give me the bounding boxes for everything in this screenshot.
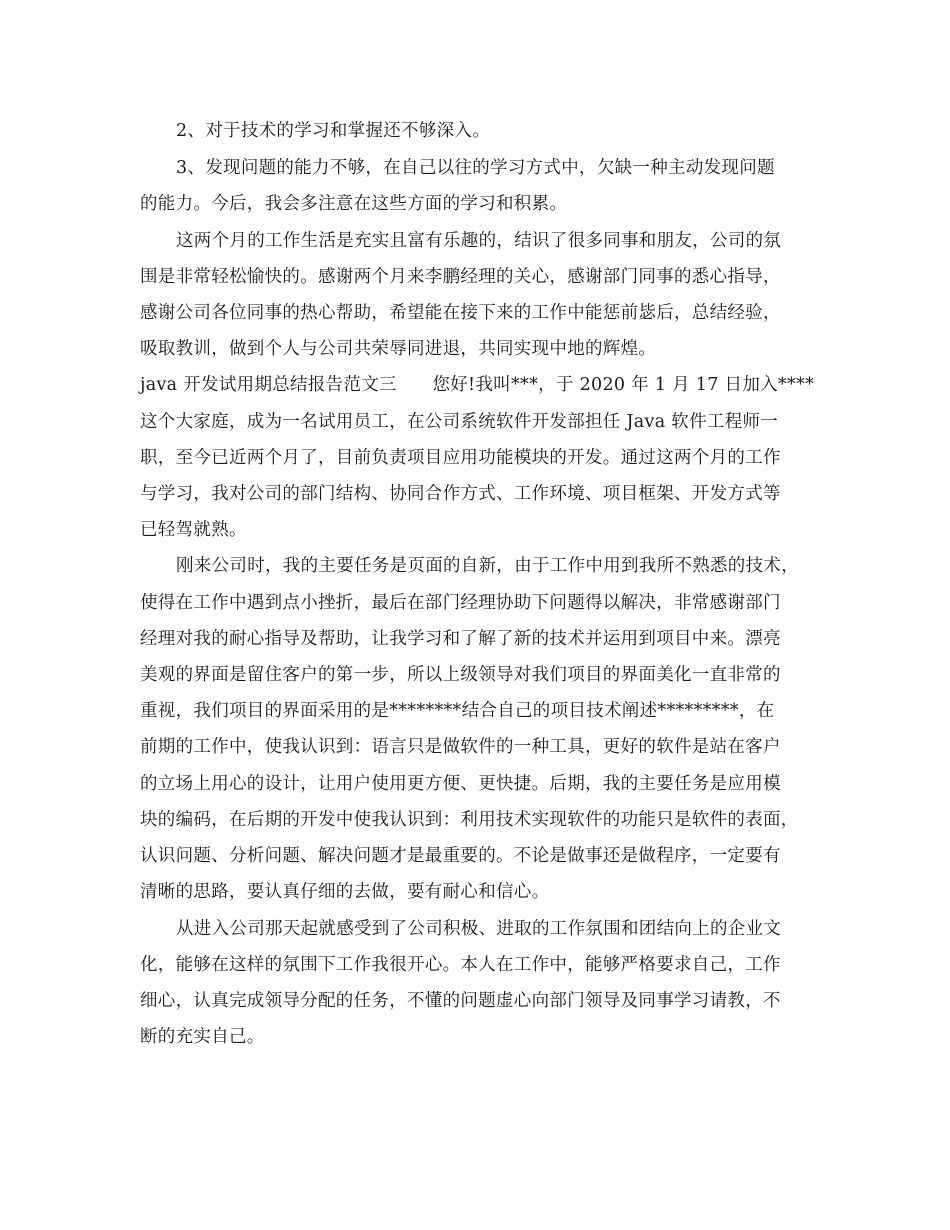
text-line: 从进入公司那天起就感受到了公司积极、进取的工作氛围和团结向上的企业文 [176, 919, 782, 939]
text-line: 2、对于技术的学习和掌握还不够深入。 [176, 121, 491, 141]
text-line: 前期的工作中，使我认识到：语言只是做软件的一种工具，更好的软件是站在客户 [140, 737, 781, 757]
text-line: 的立场上用心的设计，让用户使用更方便、更快捷。后期，我的主要任务是应用模 [140, 774, 781, 794]
text-line: 细心，认真完成领导分配的任务，不懂的问题虚心向部门领导及同事学习请教，不 [140, 991, 781, 1011]
text-line: 这两个月的工作生活是充实且富有乐趣的，结识了很多同事和朋友，公司的氛 [176, 231, 782, 251]
text-line: 职，至今已近两个月了，目前负责项目应用功能模块的开发。通过这两个月的工作 [140, 448, 781, 468]
text-line: 感谢公司各位同事的热心帮助，希望能在接下来的工作中能惩前毖后，总结经验， [140, 303, 781, 323]
text-line: 断的充实自己。 [140, 1027, 265, 1047]
text-line: 美观的界面是留住客户的第一步，所以上级领导对我们项目的界面美化一直非常的 [140, 665, 781, 685]
text-line: 围是非常轻松愉快的。感谢两个月来李鹏经理的关心，感谢部门同事的悉心指导， [140, 267, 781, 287]
text-line: 清晰的思路，要认真仔细的去做，要有耐心和信心。 [140, 882, 550, 902]
text-line: 吸取教训，做到个人与公司共荣辱同进退，共同实现中地的辉煌。 [140, 339, 657, 359]
text-line: 已轻驾就熟。 [140, 520, 247, 540]
text-line: 重视，我们项目的界面采用的是********结合自己的项目技术阐述*********，在 [140, 701, 775, 721]
text-line: 认识问题、分析问题、解决问题才是最重要的。不论是做事还是做程序，一定要有 [140, 846, 781, 866]
text-line: 经理对我的耐心指导及帮助，让我学习和了解了新的技术并运用到项目中来。漂亮 [140, 629, 781, 649]
text-line: 刚来公司时，我的主要任务是页面的自新，由于工作中用到我所不熟悉的技术， [176, 556, 799, 576]
text-line: 与学习，我对公司的部门结构、协同合作方式、工作环境、项目框架、开发方式等 [140, 484, 781, 504]
text-line: 3、发现问题的能力不够，在自己以往的学习方式中，欠缺一种主动发现问题 [176, 158, 775, 178]
text-line: 这个大家庭，成为一名试用员工，在公司系统软件开发部担任 Java 软件工程师一 [140, 412, 779, 432]
text-line: 使得在工作中遇到点小挫折，最后在部门经理协助下问题得以解决，非常感谢部门 [140, 593, 781, 613]
text-line: 化，能够在这样的氛围下工作我很开心。本人在工作中，能够严格要求自己，工作 [140, 955, 781, 975]
text-line: 的能力。今后，我会多注意在这些方面的学习和积累。 [140, 194, 568, 214]
text-line: java 开发试用期总结报告范文三 您好!我叫***，于 2020 年 1 月 17 日加入**** [140, 375, 815, 395]
text-line: 块的编码，在后期的开发中使我认识到：利用技术实现软件的功能只是软件的表面， [140, 810, 799, 830]
